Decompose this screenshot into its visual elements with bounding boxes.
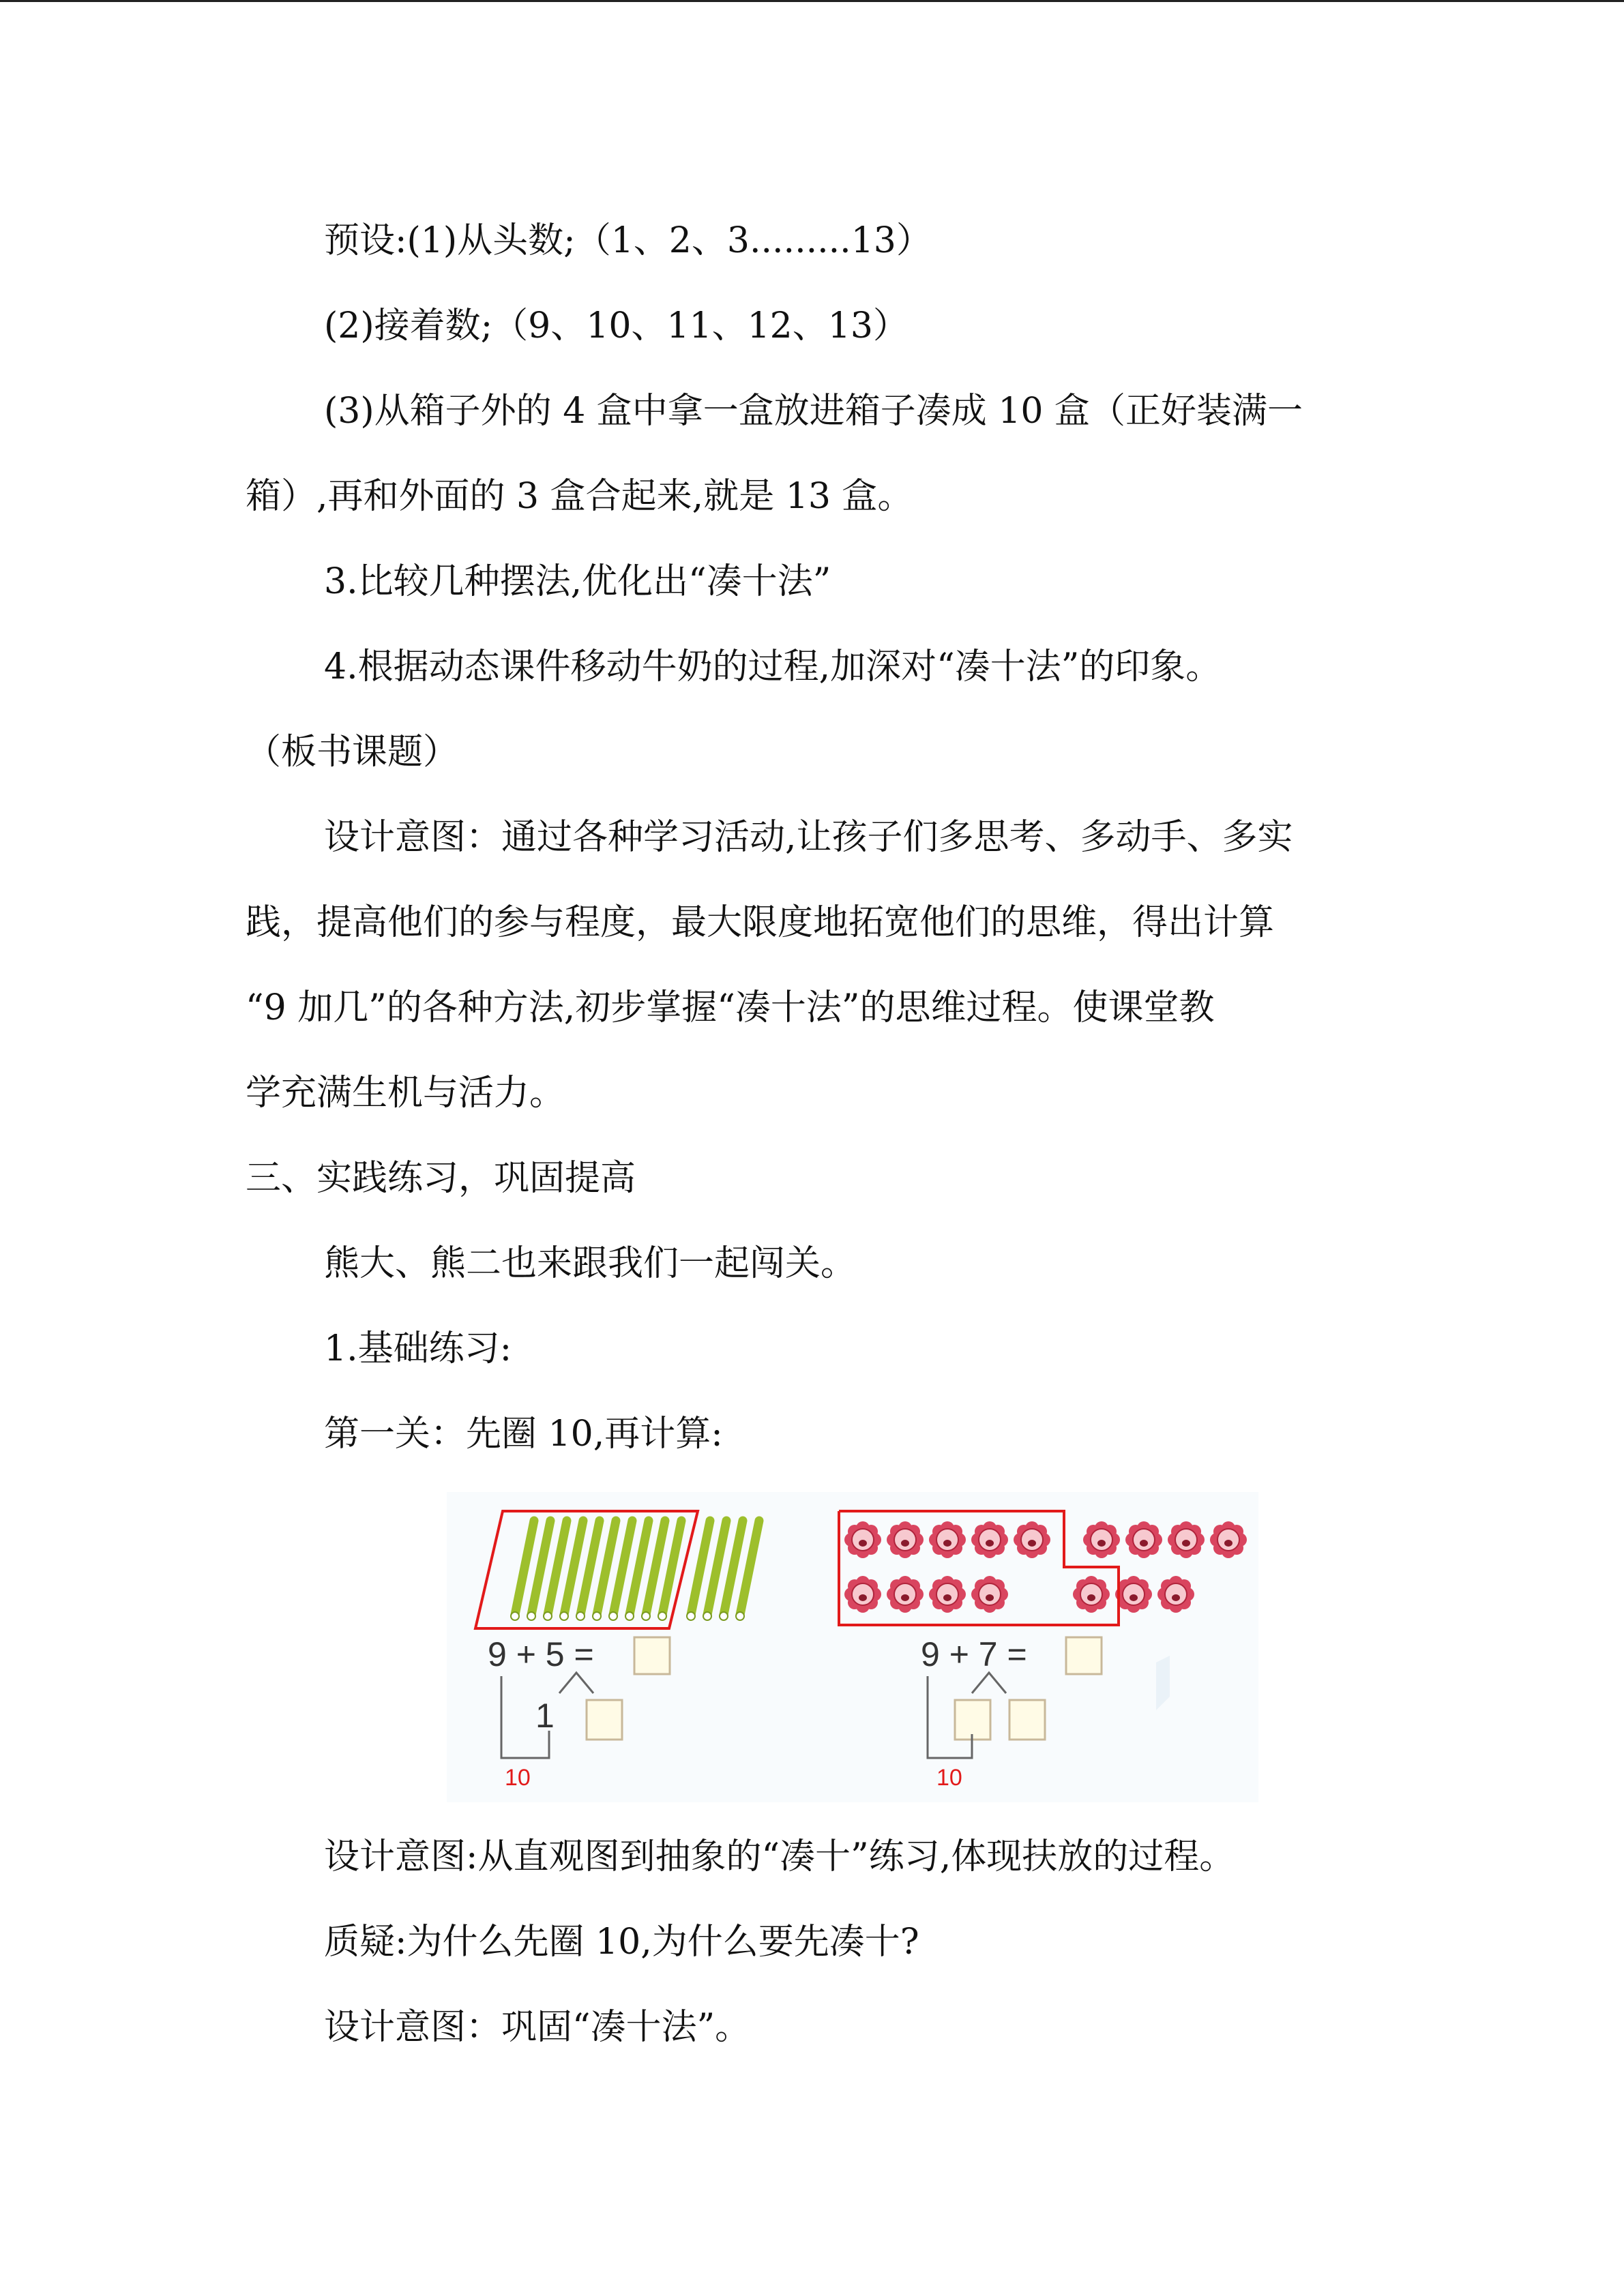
text-line: 熊大、熊二也来跟我们一起闯关。 [324, 1243, 857, 1284]
section-heading: 三、实践练习，巩固提高 [246, 1158, 636, 1199]
flower [1157, 1576, 1194, 1613]
stick-end [625, 1612, 634, 1620]
text-line: “9 加几”的各种方法,初步掌握“凑十法”的思维过程。使课堂教 [246, 987, 1215, 1028]
split-box-left [587, 1700, 622, 1740]
text-line: 设计意图：巩固“凑十法”。 [324, 2007, 751, 2048]
flower [1168, 1521, 1205, 1558]
text-line: 4.根据动态课件移动牛奶的过程,加深对“凑十法”的印象。 [324, 646, 1222, 687]
equation-left: 9 + 5 = [488, 1635, 594, 1673]
flower [844, 1521, 881, 1558]
flower [929, 1521, 966, 1558]
text-line: (3)从箱子外的 4 盒中拿一盒放进箱子凑成 10 盒（正好装满一 [324, 391, 1303, 432]
flower [971, 1576, 1008, 1613]
flower [844, 1576, 881, 1613]
split-branch-right [972, 1673, 1006, 1693]
split-branch-left [559, 1673, 593, 1693]
answer-box-right [1066, 1637, 1102, 1674]
text-line: 质疑:为什么先圈 10,为什么要先凑十? [324, 1922, 919, 1963]
exercise-illustration [447, 1492, 1258, 1802]
ten-label-left: 10 [505, 1765, 531, 1791]
answer-box-left [634, 1637, 670, 1674]
text-line: (2)接着数;（9、10、11、12、13） [324, 305, 909, 346]
stick-end [687, 1612, 695, 1620]
stick-end [703, 1612, 711, 1620]
stick-end [511, 1612, 519, 1620]
text-line: （板书课题） [246, 732, 459, 773]
stick-end [593, 1612, 601, 1620]
flowers-group [844, 1521, 1247, 1613]
flower [1014, 1521, 1050, 1558]
split-known-number: 1 [535, 1697, 555, 1735]
flower [887, 1521, 924, 1558]
text-line: 践，提高他们的参与程度，最大限度地拓宽他们的思维，得出计算 [246, 902, 1275, 943]
flower [1083, 1521, 1120, 1558]
text-line: 预设:(1)从头数;（1、2、3.........13） [324, 220, 932, 261]
flower [887, 1576, 924, 1613]
ten-label-right: 10 [936, 1765, 962, 1791]
stick-end [544, 1612, 552, 1620]
text-line: 学充满生机与活力。 [246, 1073, 565, 1114]
stick-end [560, 1612, 568, 1620]
stick-end [736, 1612, 744, 1620]
flower [1210, 1521, 1247, 1558]
text-line: 3.比较几种摆法,优化出“凑十法” [324, 561, 831, 602]
flower [1115, 1576, 1152, 1613]
flower [1073, 1576, 1110, 1613]
sticks-group [511, 1521, 759, 1620]
stick-end [658, 1612, 666, 1620]
flower [971, 1521, 1008, 1558]
exercise-figure [447, 1492, 1258, 1802]
text-line: 箱）,再和外面的 3 盒合起来,就是 13 盒。 [246, 476, 913, 517]
stick-end [609, 1612, 617, 1620]
equation-right: 9 + 7 = [921, 1635, 1027, 1673]
split-box-right-2 [1009, 1700, 1045, 1740]
text-line: 1.基础练习: [324, 1328, 512, 1369]
decoration-shape [1156, 1656, 1170, 1710]
split-box-right-1 [955, 1700, 990, 1740]
flower [929, 1576, 966, 1613]
flower [1125, 1521, 1162, 1558]
stick-end [642, 1612, 650, 1620]
stick-end [527, 1612, 535, 1620]
text-line: 设计意图：通过各种学习活动,让孩子们多思考、多动手、多实 [324, 817, 1293, 858]
stick-end [576, 1612, 585, 1620]
text-line: 设计意图:从直观图到抽象的“凑十”练习,体现扶放的过程。 [324, 1836, 1235, 1877]
stick-end [720, 1612, 728, 1620]
text-line: 第一关：先圈 10,再计算: [324, 1414, 723, 1455]
